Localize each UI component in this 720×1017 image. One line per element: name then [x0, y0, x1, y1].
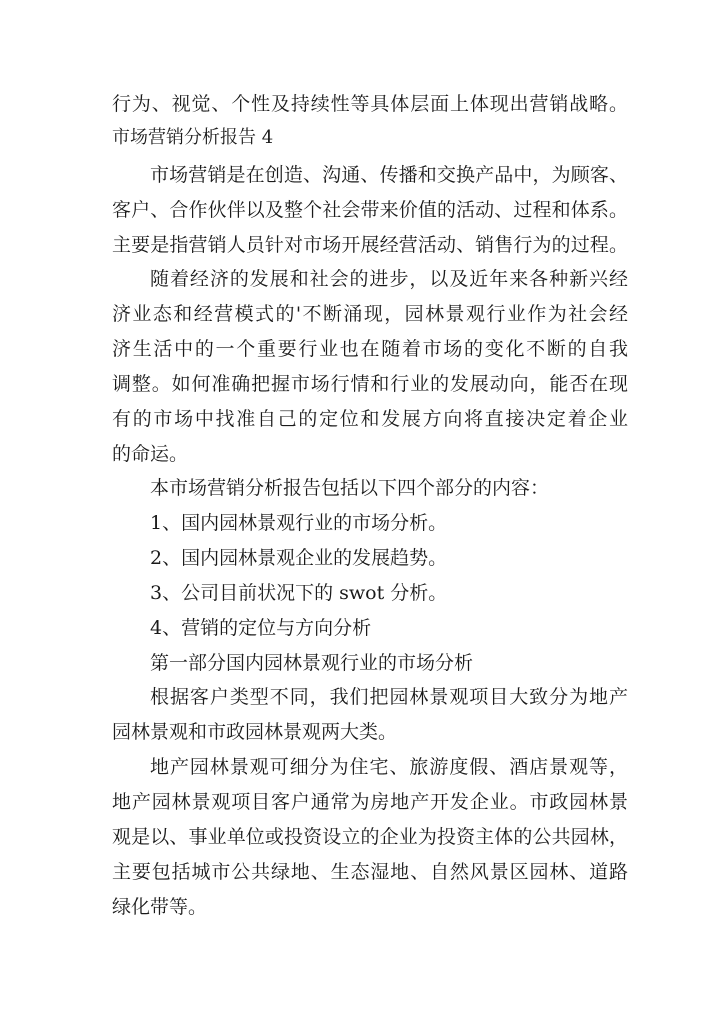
text-line-4: 客户、合作伙伴以及整个社会带来价值的活动、过程和体系。: [112, 199, 628, 221]
text-line-18: 根据客户类型不同，我们把园林景观项目大致分为地产: [150, 686, 628, 708]
section-heading: 市场营销分析报告 4: [112, 127, 274, 148]
text-line-8: 济生活中的一个重要行业也在随着市场的变化不断的自我: [112, 338, 628, 360]
text-line-10: 有的市场中找准自己的定位和发展方向将直接决定着企业: [112, 408, 628, 430]
text-line-5: 主要是指营销人员针对市场开展经营活动、销售行为的过程。: [112, 234, 628, 256]
list-item-1: 1、国内园林景观行业的市场分析。: [150, 512, 448, 534]
text-line-9: 调整。如何准确把握市场行情和行业的发展动向，能否在现: [112, 373, 628, 395]
list-item-2: 2、国内园林景观企业的发展趋势。: [150, 547, 448, 569]
text-line-24: 绿化带等。: [112, 896, 208, 918]
text-line-7: 济业态和经营模式的'不断涌现，园林景观行业作为社会经: [112, 303, 628, 325]
text-line-20: 地产园林景观可细分为住宅、旅游度假、酒店景观等，: [150, 756, 628, 778]
text-line-22: 观是以、事业单位或投资设立的企业为投资主体的公共园林，: [112, 826, 628, 848]
text-line-11: 的命运。: [112, 443, 189, 465]
text-line-12: 本市场营销分析报告包括以下四个部分的内容：: [150, 477, 550, 499]
list-item-3: 3、公司目前状况下的 swot 分析。: [150, 582, 448, 604]
text-line-6: 随着经济的发展和社会的进步，以及近年来各种新兴经: [150, 268, 628, 290]
text-line-23: 主要包括城市公共绿地、生态湿地、自然风景区园林、道路: [112, 861, 628, 883]
part-heading: 第一部分国内园林景观行业的市场分析: [150, 652, 474, 674]
text-line-19: 园林景观和市政园林景观两大类。: [112, 721, 398, 743]
list-item-4: 4、营销的定位与方向分析: [150, 617, 372, 639]
text-line-1: 行为、视觉、个性及持续性等具体层面上体现出营销战略。: [112, 93, 628, 115]
text-line-3: 市场营销是在创造、沟通、传播和交换产品中，为顾客、: [150, 164, 628, 186]
text-line-21: 地产园林景观项目客户通常为房地产开发企业。市政园林景: [112, 791, 628, 813]
